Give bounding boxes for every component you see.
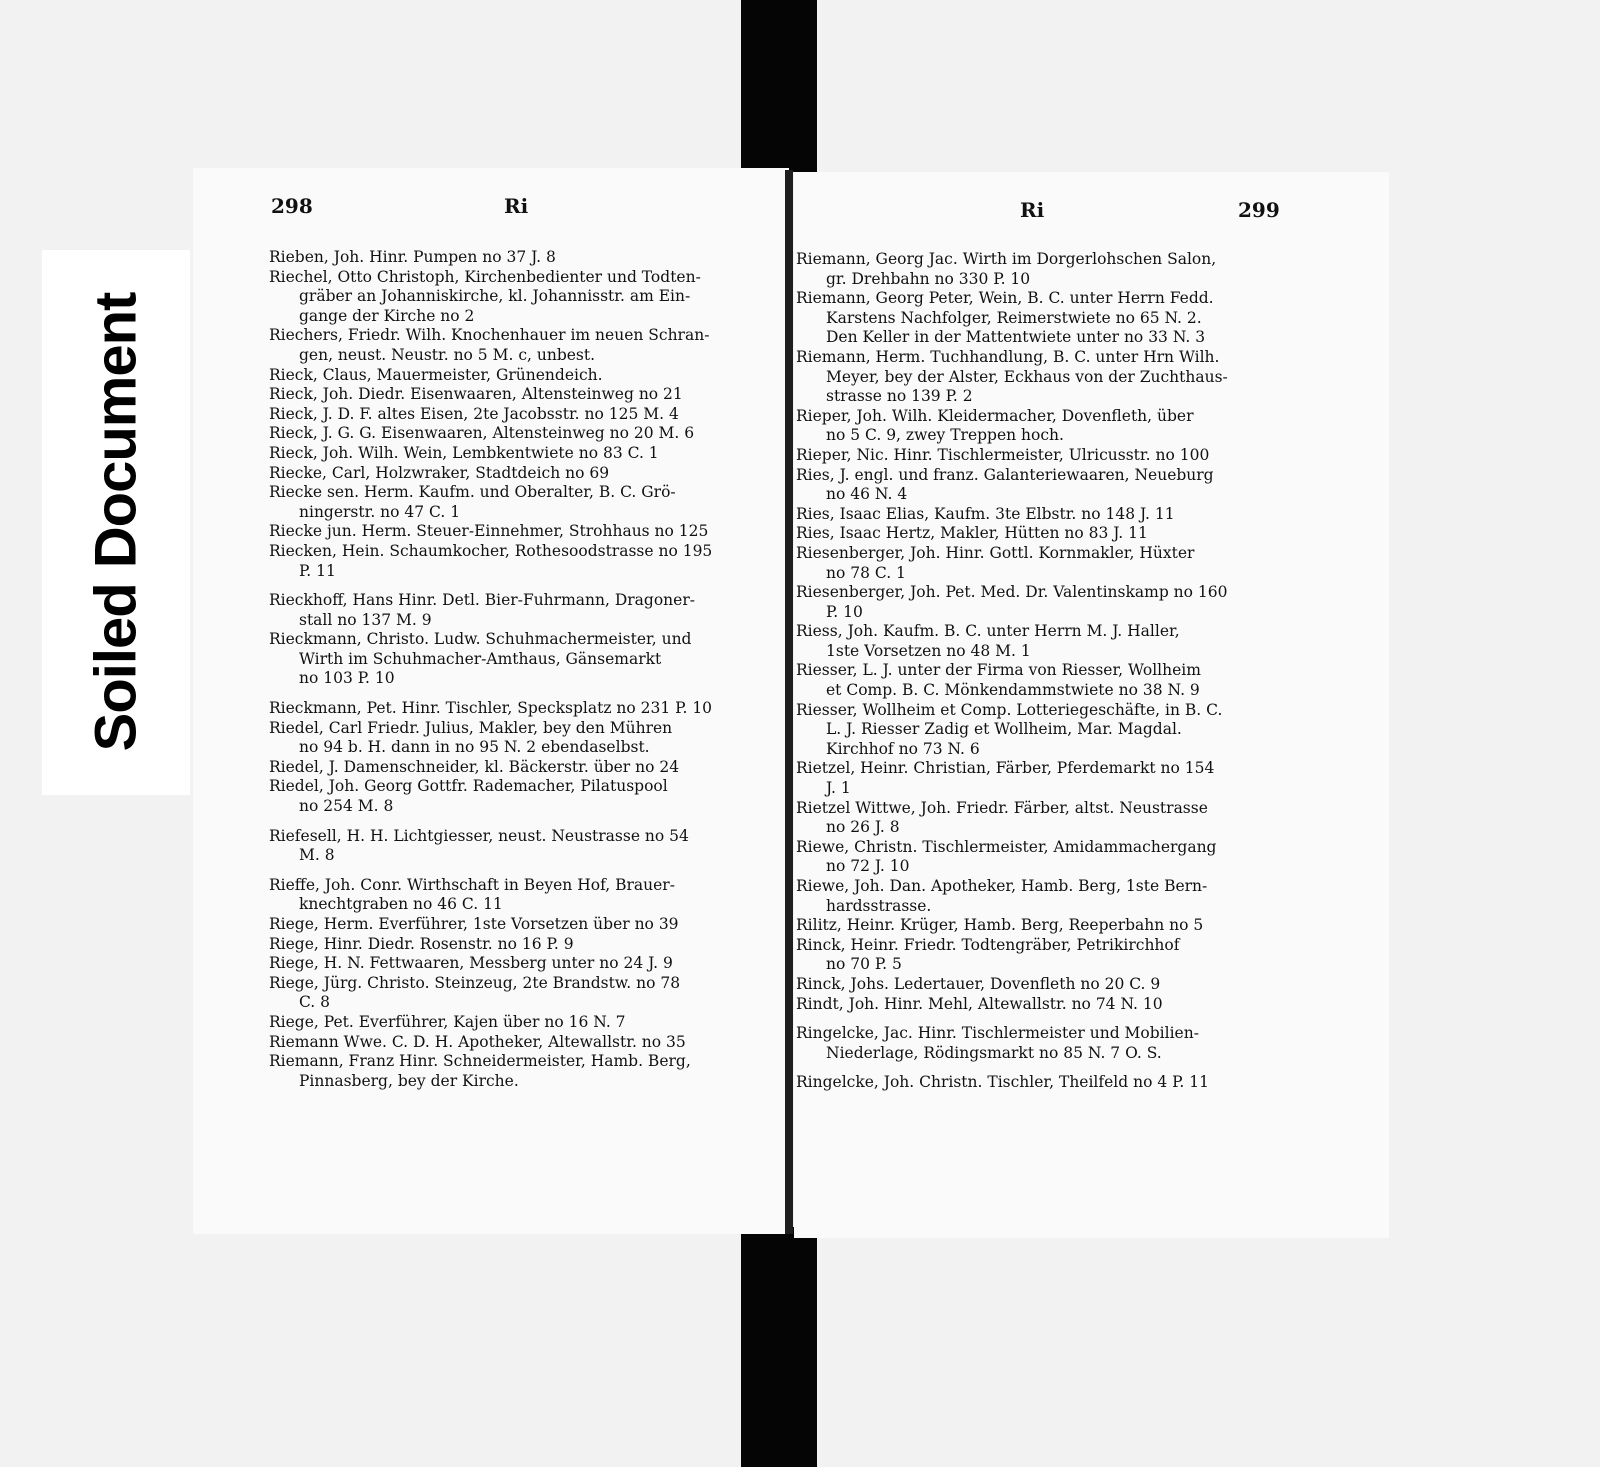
entry-line: Rieckhoff, Hans Hinr. Detl. Bier-Fuhrmann, Dragoner- xyxy=(269,591,695,610)
entry-line: Riemann, Franz Hinr. Schneidermeister, Hamb. Berg, xyxy=(269,1052,691,1071)
directory-entry xyxy=(796,701,1296,760)
entry-line: no 103 P. 10 xyxy=(299,669,395,688)
entry-line: gräber an Johanniskirche, kl. Johannisstr. am Ein- xyxy=(299,287,691,306)
entry-line: C. 8 xyxy=(299,993,331,1012)
directory-entry xyxy=(796,466,1296,505)
directory-entry xyxy=(796,583,1296,622)
directory-entry xyxy=(269,954,769,974)
directory-entry xyxy=(269,405,769,425)
entry-line: Riecke jun. Herm. Steuer-Einnehmer, Strohhaus no 125 xyxy=(269,522,709,541)
directory-entry xyxy=(269,268,769,327)
entry-line: Rieckmann, Christo. Ludw. Schuhmachermeister, und xyxy=(269,630,692,649)
directory-entry xyxy=(796,661,1296,700)
right-page-number: 299 xyxy=(1238,198,1280,222)
entry-line: ningerstr. no 47 C. 1 xyxy=(299,502,461,521)
entry-line: no 26 J. 8 xyxy=(826,818,900,837)
directory-entry xyxy=(269,935,769,955)
directory-entry xyxy=(796,348,1296,407)
entry-line: Rinck, Heinr. Friedr. Todtengräber, Petrikirchhof xyxy=(796,935,1180,954)
directory-entry xyxy=(796,446,1296,466)
entry-line: Pinnasberg, bey der Kirche. xyxy=(299,1071,519,1090)
directory-entry xyxy=(269,1013,769,1033)
entry-line: Rieper, Joh. Wilh. Kleidermacher, Dovenfleth, über xyxy=(796,406,1194,425)
directory-entry xyxy=(269,464,769,484)
directory-entry xyxy=(796,995,1296,1015)
entry-line: Rietzel, Heinr. Christian, Färber, Pferdemarkt no 154 xyxy=(796,759,1215,778)
directory-entry xyxy=(269,915,769,935)
directory-entry xyxy=(269,591,769,630)
entry-line: hardsstrasse. xyxy=(826,896,932,915)
entry-line: Riemann, Georg Jac. Wirth im Dorgerlohschen Salon, xyxy=(796,250,1217,268)
directory-entry xyxy=(269,326,769,365)
directory-entry xyxy=(796,936,1296,975)
entry-line: et Comp. B. C. Mönkendammstwiete no 38 N. 9 xyxy=(826,681,1200,700)
entry-line: no 5 C. 9, zwey Treppen hoch. xyxy=(826,426,1064,445)
entry-line: Riechers, Friedr. Wilh. Knochenhauer im neuen Schran- xyxy=(269,326,710,345)
directory-entry xyxy=(269,1052,769,1091)
directory-entry xyxy=(796,524,1296,544)
entry-line: Rietzel Wittwe, Joh. Friedr. Färber, altst. Neustrasse xyxy=(796,798,1208,817)
directory-entry xyxy=(269,444,769,464)
entry-line: Riemann, Herm. Tuchhandlung, B. C. unter Hrn Wilh. xyxy=(796,347,1220,366)
entry-line: Ries, J. engl. und franz. Galanteriewaaren, Neueburg xyxy=(796,465,1214,484)
directory-entry xyxy=(269,248,769,268)
left-page-number: 298 xyxy=(271,194,313,218)
directory-entry xyxy=(796,838,1296,877)
entry-line: Riege, Herm. Everführer, 1ste Vorsetzen über no 39 xyxy=(269,915,679,933)
entry-line: Rieck, J. D. F. altes Eisen, 2te Jacobsstr. no 125 M. 4 xyxy=(269,404,679,423)
entry-line: Rieck, J. G. G. Eisenwaaren, Altensteinweg no 20 M. 6 xyxy=(269,424,695,443)
directory-entry xyxy=(269,876,769,915)
entry-line: no 46 N. 4 xyxy=(826,485,908,504)
entry-line: Rieck, Joh. Diedr. Eisenwaaren, Altensteinweg no 21 xyxy=(269,385,683,404)
entry-line: no 70 P. 5 xyxy=(826,955,902,974)
entry-line: Riedel, J. Damenschneider, kl. Bäckerstr. über no 24 xyxy=(269,757,680,776)
directory-entry xyxy=(269,366,769,386)
entry-line: Rieffe, Joh. Conr. Wirthschaft in Beyen Hof, Brauer- xyxy=(269,875,675,894)
entry-line: Rindt, Joh. Hinr. Mehl, Altewallstr. no 74 N. 10 xyxy=(796,994,1163,1013)
right-page xyxy=(794,172,1389,1238)
left-page-header: Ri xyxy=(504,194,529,218)
entry-line: L. J. Riesser Zadig et Wollheim, Mar. Magdal. xyxy=(826,720,1182,739)
left-page xyxy=(193,168,789,1234)
entry-line: Riemann Wwe. C. D. H. Apotheker, Altewallstr. no 35 xyxy=(269,1032,686,1051)
entry-line: gen, neust. Neustr. no 5 M. c, unbest. xyxy=(299,345,596,364)
entry-line: no 254 M. 8 xyxy=(299,797,394,816)
directory-entry xyxy=(796,505,1296,525)
entry-line: stall no 137 M. 9 xyxy=(299,610,432,629)
directory-entry xyxy=(269,777,769,816)
entry-line: Riechel, Otto Christoph, Kirchenbedienter und Todten- xyxy=(269,267,701,286)
entry-line: Meyer, bey der Alster, Eckhaus von der Zuchthaus- xyxy=(826,367,1228,386)
directory-entry xyxy=(269,630,769,689)
entry-line: Den Keller in der Mattentwiete unter no 33 N. 3 xyxy=(826,328,1206,347)
right-page-header: Ri xyxy=(1020,198,1045,222)
directory-entry xyxy=(796,1073,1296,1093)
directory-entry xyxy=(796,622,1296,661)
entry-line: Riege, Hinr. Diedr. Rosenstr. no 16 P. 9 xyxy=(269,934,574,953)
directory-entry xyxy=(269,827,769,866)
directory-entry xyxy=(269,483,769,522)
entry-line: Riecke sen. Herm. Kaufm. und Oberalter, B. C. Grö- xyxy=(269,483,676,502)
entry-line: no 94 b. H. dann in no 95 N. 2 ebendaselbst. xyxy=(299,738,650,757)
directory-entry xyxy=(796,916,1296,936)
entry-line: P. 11 xyxy=(299,561,336,580)
entry-line: Ringelcke, Joh. Christn. Tischler, Theilfeld no 4 P. 11 xyxy=(796,1073,1209,1092)
entry-line: M. 8 xyxy=(299,846,335,865)
entry-line: Rieper, Nic. Hinr. Tischlermeister, Ulricusstr. no 100 xyxy=(796,445,1210,464)
directory-entry xyxy=(269,974,769,1013)
directory-entry xyxy=(269,1033,769,1053)
directory-entry xyxy=(796,544,1296,583)
entry-line: Riemann, Georg Peter, Wein, B. C. unter Herrn Fedd. xyxy=(796,289,1214,308)
entry-line: Kirchhof no 73 N. 6 xyxy=(826,739,980,758)
directory-entry xyxy=(796,1024,1296,1063)
entry-line: gr. Drehbahn no 330 P. 10 xyxy=(826,269,1031,288)
entry-line: no 78 C. 1 xyxy=(826,563,906,582)
directory-entry xyxy=(796,877,1296,916)
entry-line: P. 10 xyxy=(826,602,863,621)
entry-line: Rieck, Joh. Wilh. Wein, Lembkentwiete no 83 C. 1 xyxy=(269,443,659,462)
entry-line: Riedel, Joh. Georg Gottfr. Rademacher, Pilatuspool xyxy=(269,777,668,796)
directory-entry xyxy=(269,385,769,405)
directory-entry xyxy=(796,289,1296,348)
entry-line: Riesser, Wollheim et Comp. Lotteriegeschäfte, in B. C. xyxy=(796,700,1223,719)
entry-line: Rieben, Joh. Hinr. Pumpen no 37 J. 8 xyxy=(269,248,556,266)
soiled-document-label xyxy=(42,250,190,795)
entry-line: Riesenberger, Joh. Hinr. Gottl. Kornmakler, Hüxter xyxy=(796,543,1195,562)
entry-line: Karstens Nachfolger, Reimerstwiete no 65 N. 2. xyxy=(826,308,1202,327)
entry-line: Rinck, Johs. Ledertauer, Dovenfleth no 20 C. 9 xyxy=(796,974,1161,993)
entry-line: Wirth im Schuhmacher-Amthaus, Gänsemarkt xyxy=(299,649,662,668)
entry-line: Riesser, L. J. unter der Firma von Riesser, Wollheim xyxy=(796,661,1201,680)
entry-line: no 72 J. 10 xyxy=(826,857,910,876)
entry-line: Riedel, Carl Friedr. Julius, Makler, bey den Mühren xyxy=(269,718,673,737)
binding-strap-bottom xyxy=(741,1227,817,1467)
entry-line: knechtgraben no 46 C. 11 xyxy=(299,895,503,914)
entry-line: Ries, Isaac Hertz, Makler, Hütten no 83 J. 11 xyxy=(796,524,1148,543)
directory-entry xyxy=(269,758,769,778)
directory-entry xyxy=(796,407,1296,446)
entry-line: Riefesell, H. H. Lichtgiesser, neust. Neustrasse no 54 xyxy=(269,826,689,845)
directory-entry xyxy=(796,759,1296,798)
entry-line: Riewe, Joh. Dan. Apotheker, Hamb. Berg, 1ste Bern- xyxy=(796,877,1208,895)
soiled-document-label-text: Soiled Document xyxy=(83,292,149,752)
left-entry-list xyxy=(269,248,769,1091)
entry-line: Riecke, Carl, Holzwraker, Stadtdeich no 69 xyxy=(269,463,610,482)
entry-line: Riecken, Hein. Schaumkocher, Rothesoodstrasse no 195 xyxy=(269,541,713,560)
entry-line: Riess, Joh. Kaufm. B. C. unter Herrn M. J. Haller, xyxy=(796,622,1180,641)
binding-strap-top xyxy=(741,0,817,172)
entry-line: Riege, Jürg. Christo. Steinzeug, 2te Brandstw. no 78 xyxy=(269,973,681,992)
entry-line: gange der Kirche no 2 xyxy=(299,306,475,325)
entry-line: Niederlage, Rödingsmarkt no 85 N. 7 O. S. xyxy=(826,1043,1162,1062)
entry-line: Riege, H. N. Fettwaaren, Messberg unter no 24 J. 9 xyxy=(269,954,673,973)
book-gutter xyxy=(785,170,793,1234)
entry-line: Rieckmann, Pet. Hinr. Tischler, Specksplatz no 231 P. 10 xyxy=(269,699,713,718)
directory-entry xyxy=(269,424,769,444)
directory-entry xyxy=(269,719,769,758)
entry-line: 1ste Vorsetzen no 48 M. 1 xyxy=(826,641,1031,660)
directory-entry xyxy=(269,542,769,581)
entry-line: Riesenberger, Joh. Pet. Med. Dr. Valentinskamp no 160 xyxy=(796,583,1228,602)
entry-line: Ringelcke, Jac. Hinr. Tischlermeister und Mobilien- xyxy=(796,1024,1199,1043)
directory-entry xyxy=(796,975,1296,995)
entry-line: Rilitz, Heinr. Krüger, Hamb. Berg, Reeperbahn no 5 xyxy=(796,916,1204,935)
entry-line: Riewe, Christn. Tischlermeister, Amidammachergang xyxy=(796,837,1217,856)
entry-line: Ries, Isaac Elias, Kaufm. 3te Elbstr. no 148 J. 11 xyxy=(796,504,1175,523)
entry-line: J. 1 xyxy=(826,779,851,798)
entry-line: Riege, Pet. Everführer, Kajen über no 16 N. 7 xyxy=(269,1012,626,1031)
directory-entry xyxy=(269,699,769,719)
directory-entry xyxy=(269,522,769,542)
entry-line: Rieck, Claus, Mauermeister, Grünendeich. xyxy=(269,365,603,384)
directory-entry xyxy=(796,250,1296,289)
right-entry-list xyxy=(796,250,1296,1093)
entry-line: strasse no 139 P. 2 xyxy=(826,387,973,406)
directory-entry xyxy=(796,799,1296,838)
